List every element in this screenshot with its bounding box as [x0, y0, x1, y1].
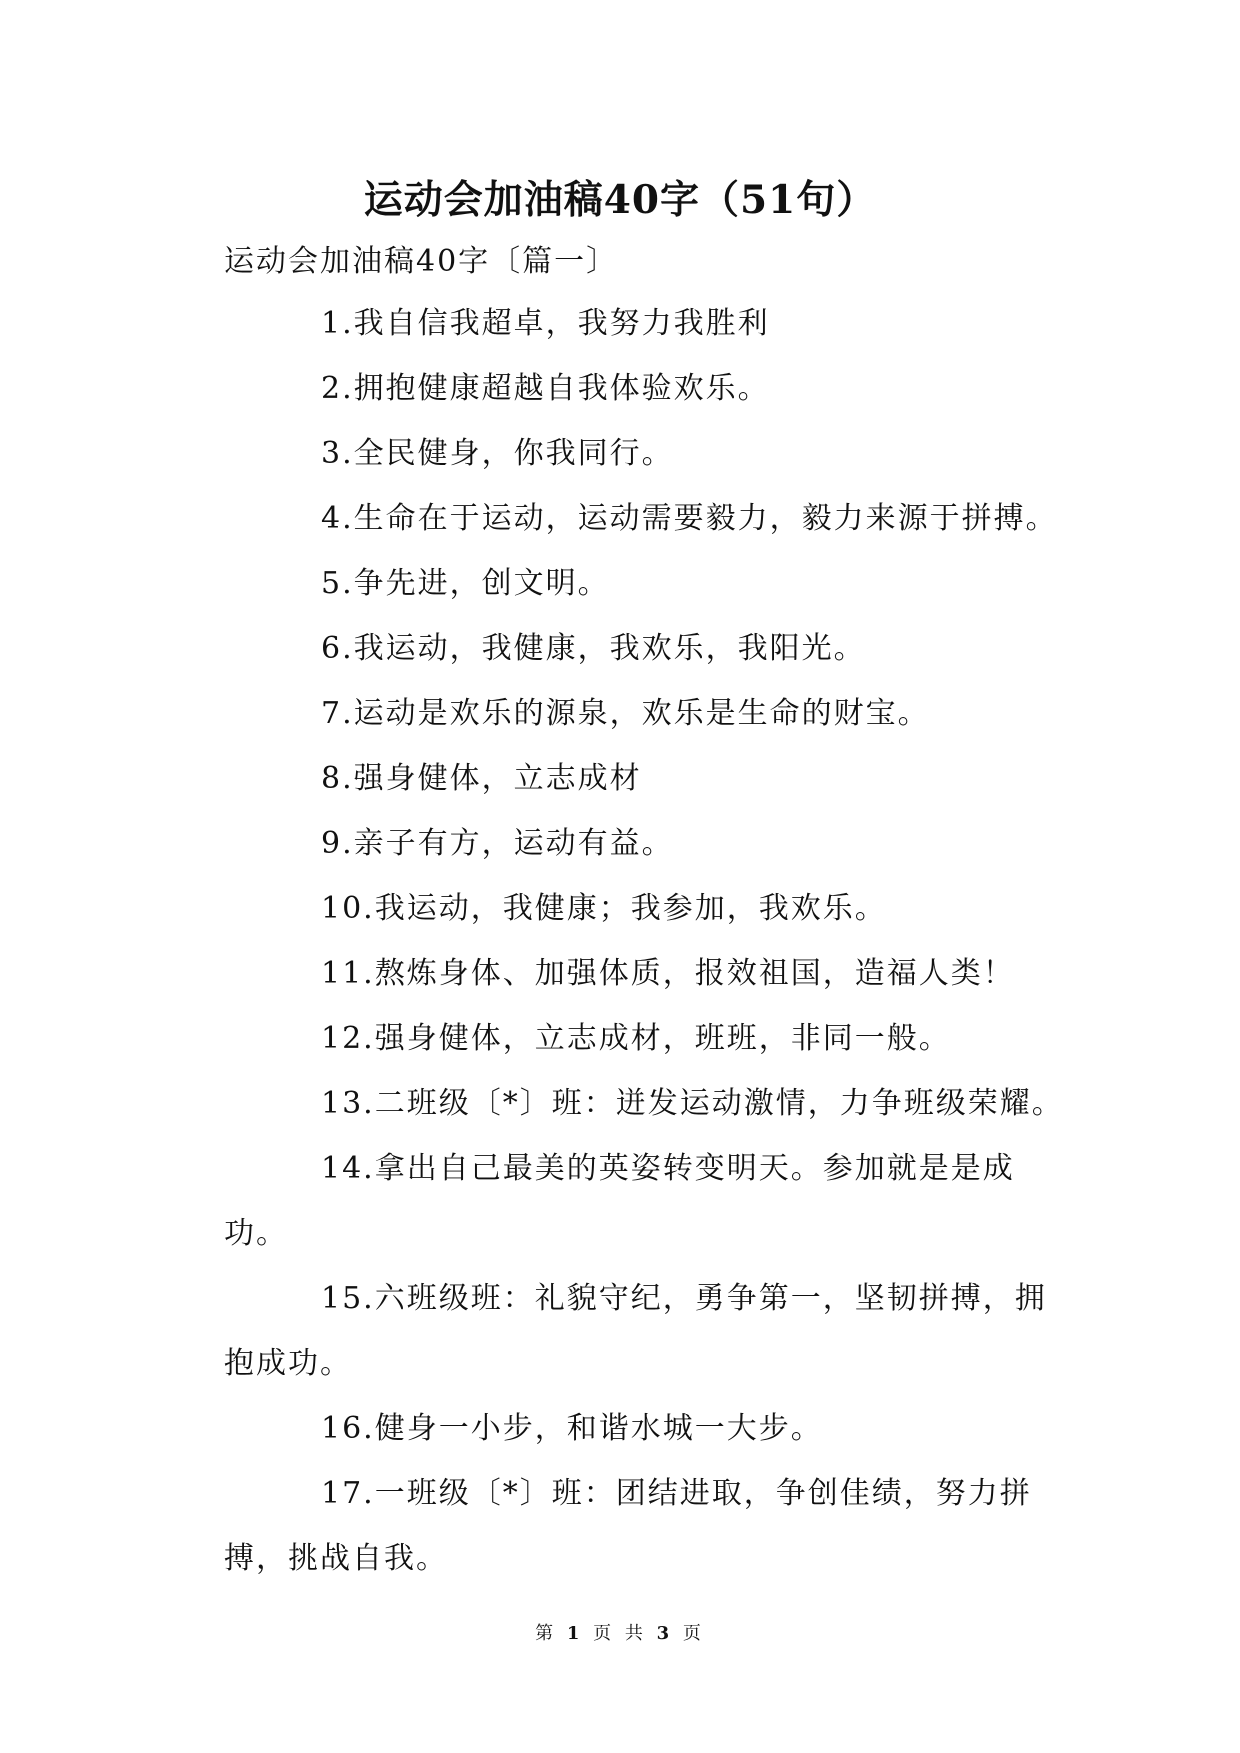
paragraph-line: 11.熬炼身体、加强体质，报效祖国，造福人类！ [321, 956, 1015, 991]
paragraph-line: 17.一班级〔*〕班：团结进取，争创佳绩，努力拼 [321, 1476, 1032, 1511]
paragraph-line: 4.生命在于运动，运动需要毅力，毅力来源于拼搏。 [321, 501, 1058, 536]
paragraph-line-continuation: 抱成功。 [224, 1346, 352, 1381]
paragraph-line: 7.运动是欢乐的源泉，欢乐是生命的财宝。 [321, 696, 930, 731]
footer-middle: 页 共 [593, 1623, 647, 1644]
paragraph-line: 13.二班级〔*〕班：迸发运动激情，力争班级荣耀。 [321, 1086, 1064, 1121]
paragraph-line-continuation: 功。 [224, 1216, 288, 1251]
document-body [224, 299, 1074, 1599]
section-heading: 运动会加油稿40字〔篇一〕 [224, 244, 619, 279]
current-page-number: 1 [566, 1623, 584, 1644]
paragraph-line: 6.我运动，我健康，我欢乐，我阳光。 [321, 631, 866, 666]
page-footer [0, 1620, 1240, 1648]
paragraph-line: 3.全民健身，你我同行。 [321, 436, 674, 471]
paragraph-line: 2.拥抱健康超越自我体验欢乐。 [321, 371, 770, 406]
paragraph-line: 12.强身健体，立志成材，班班，非同一般。 [321, 1021, 951, 1056]
paragraph-line: 16.健身一小步，和谐水城一大步。 [321, 1411, 823, 1446]
paragraph-line: 10.我运动，我健康；我参加，我欢乐。 [321, 891, 887, 926]
paragraph-line: 8.强身健体，立志成材 [321, 761, 642, 796]
paragraph-line: 5.争先进，创文明。 [321, 566, 610, 601]
total-page-count: 3 [656, 1623, 674, 1644]
footer-suffix: 页 [682, 1623, 705, 1644]
paragraph-line: 9.亲子有方，运动有益。 [321, 826, 674, 861]
paragraph-line: 14.拿出自己最美的英姿转变明天。参加就是是成 [321, 1151, 1015, 1186]
document-title: 运动会加油稿40字（51句） [363, 177, 877, 223]
paragraph-line: 15.六班级班：礼貌守纪，勇争第一，坚韧拼搏，拥 [321, 1281, 1047, 1316]
footer-prefix: 第 [535, 1623, 558, 1644]
paragraph-line: 1.我自信我超卓，我努力我胜利 [321, 306, 770, 341]
paragraph-line-continuation: 搏，挑战自我。 [224, 1541, 448, 1576]
